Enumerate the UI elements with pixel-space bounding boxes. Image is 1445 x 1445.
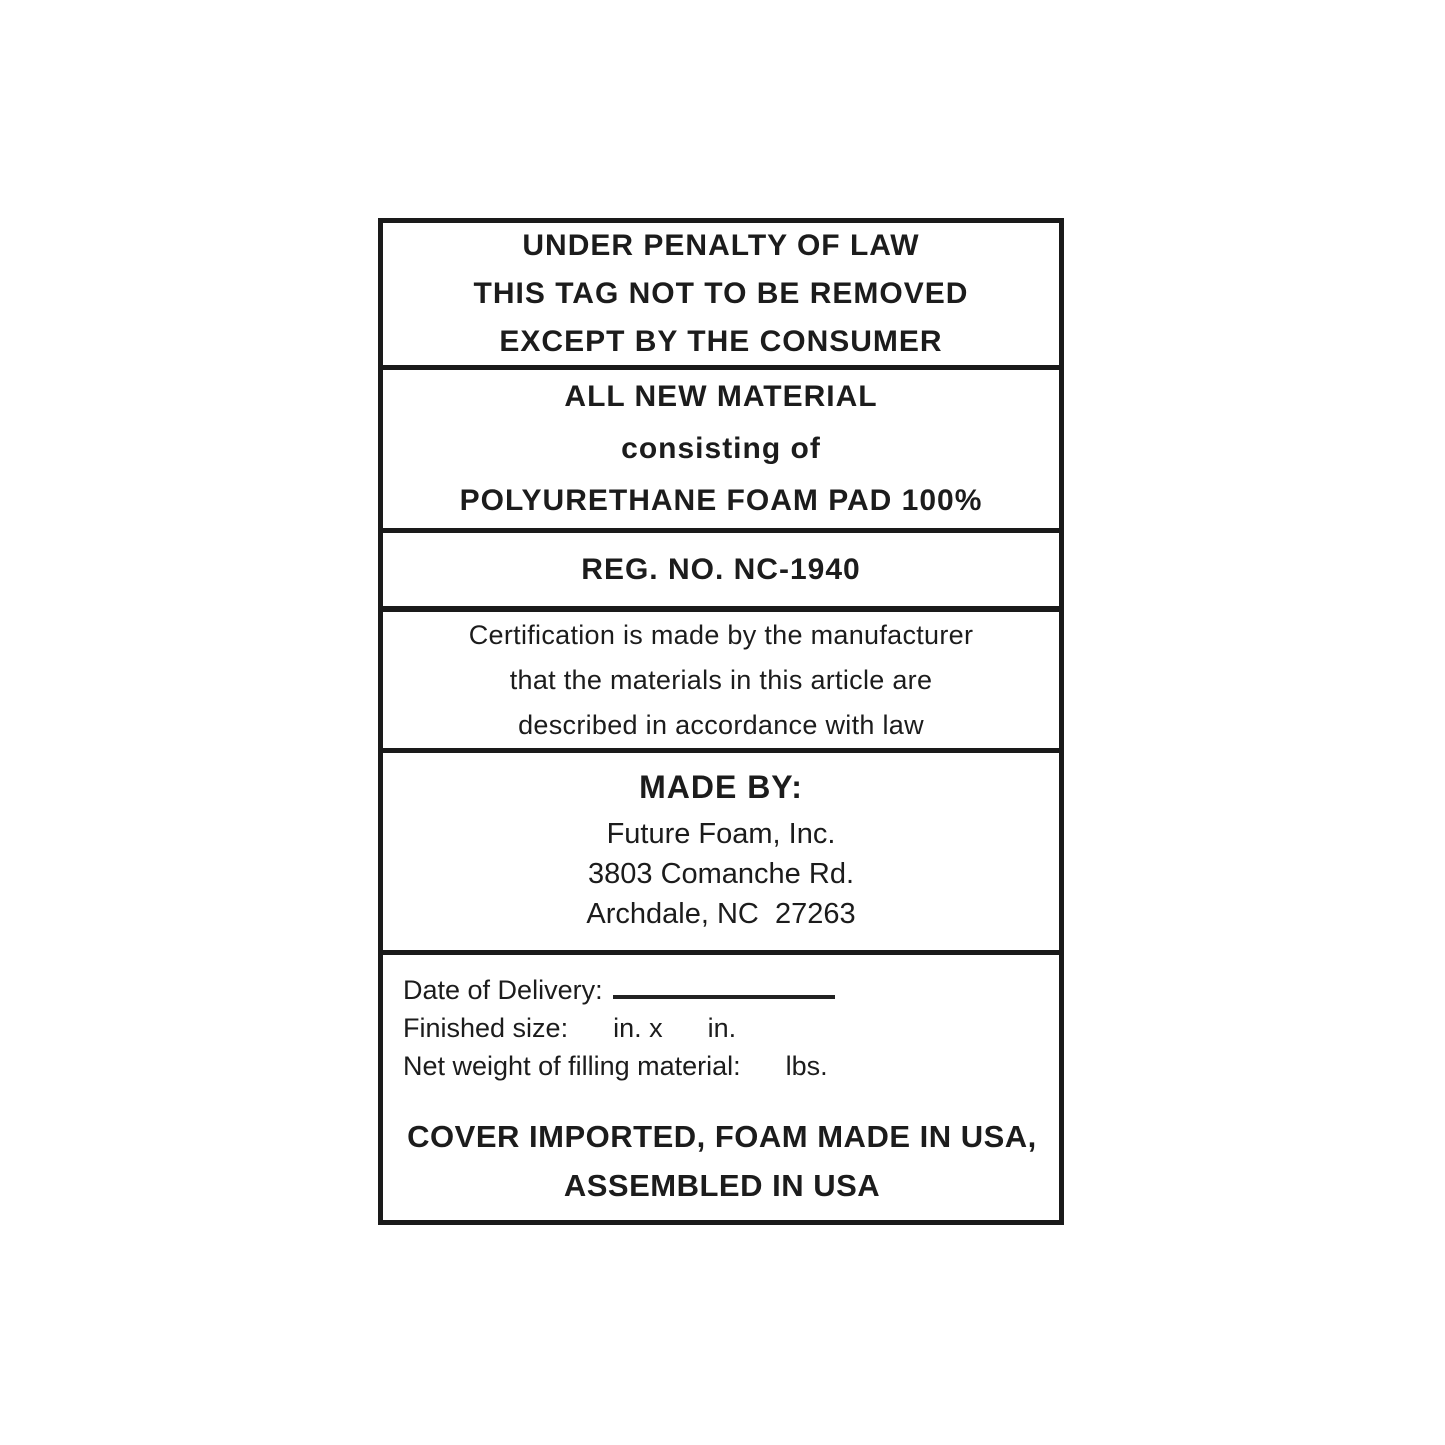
- penalty-line: UNDER PENALTY OF LAW: [522, 229, 920, 262]
- registration-number-section: [383, 533, 1059, 612]
- manufacturer-street: 3803 Comanche Rd.: [588, 858, 854, 890]
- certification-line: described in accordance with law: [518, 709, 924, 740]
- material-section: [383, 370, 1059, 533]
- manufacturer-city-state-zip: Archdale, NC 27263: [586, 898, 856, 930]
- certification-line: Certification is made by the manufacturer: [468, 619, 974, 650]
- origin-statement-line: COVER IMPORTED, FOAM MADE IN USA,: [407, 1119, 1037, 1154]
- net-weight-row: Net weight of filling material: lbs.: [403, 1051, 828, 1081]
- material-line: consisting of: [621, 432, 821, 465]
- material-line: POLYURETHANE FOAM PAD 100%: [459, 484, 983, 517]
- made-by-heading: MADE BY:: [639, 769, 803, 805]
- penalty-line: THIS TAG NOT TO BE REMOVED: [473, 277, 969, 310]
- certification-section: [383, 612, 1059, 753]
- origin-statement: [403, 1112, 1041, 1210]
- material-line: ALL NEW MATERIAL: [564, 380, 878, 413]
- manufacturer-name: Future Foam, Inc.: [606, 818, 836, 850]
- finished-size-row: Finished size: in. x in.: [403, 1013, 737, 1043]
- date-blank-line: [613, 971, 835, 999]
- date-of-delivery-label: Date of Delivery:: [403, 975, 603, 1005]
- origin-statement-line: ASSEMBLED IN USA: [563, 1168, 881, 1203]
- certification-line: that the materials in this article are: [509, 664, 933, 695]
- date-of-delivery-row: [403, 971, 1041, 1009]
- penalty-section: [383, 223, 1059, 370]
- fill-in-details: [403, 971, 1041, 1085]
- registration-number: REG. NO. NC-1940: [581, 552, 861, 586]
- made-by-section: [383, 753, 1059, 955]
- penalty-line: EXCEPT BY THE CONSUMER: [499, 325, 943, 358]
- details-section: [383, 955, 1059, 1220]
- law-label-tag: [378, 218, 1064, 1225]
